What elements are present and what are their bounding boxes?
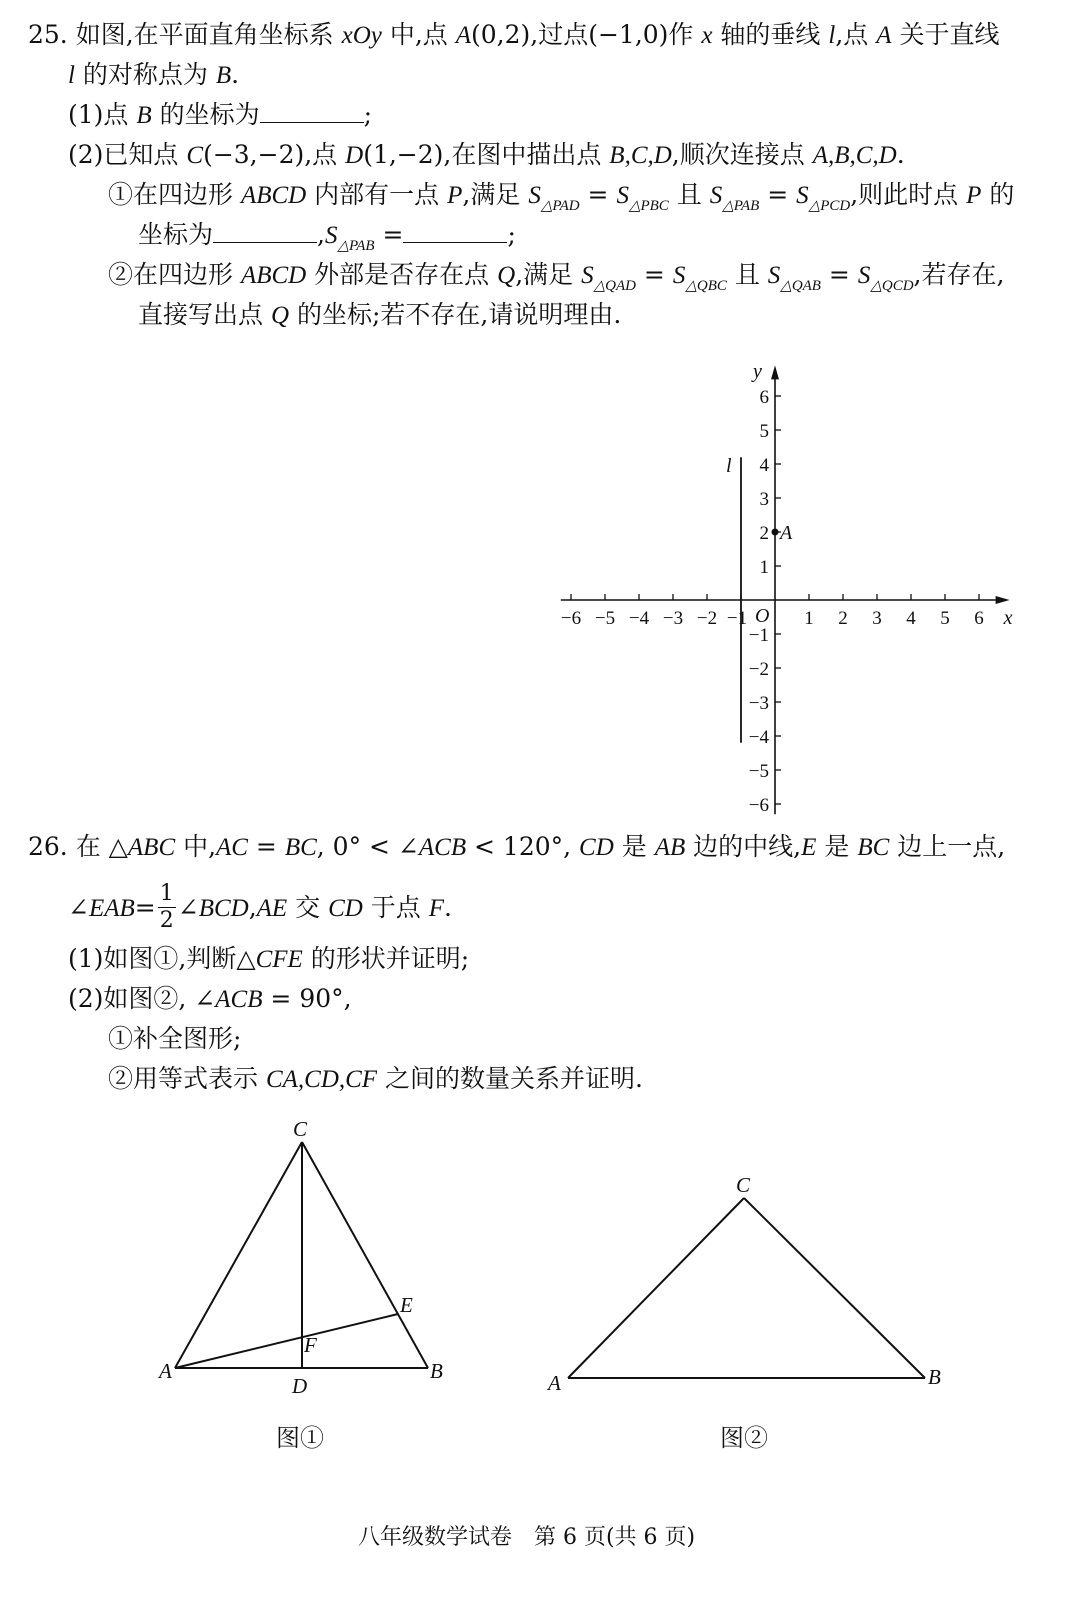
q25-text: (−3,−2),点 [203,140,346,169]
y-tick-label: 6 [759,387,769,408]
coordinate-plane [560,350,1040,830]
answer-blank[interactable] [403,220,507,243]
y-tick-label: −4 [748,727,769,748]
answer-blank[interactable] [260,100,364,123]
area-subscript: △PAD [540,198,580,214]
q25-var: ABCD [240,262,307,289]
x-tick-label: 6 [974,608,984,629]
area-symbol: S [581,262,594,289]
q26-var: CFE [255,946,303,973]
q26-text: 之间的数量关系并证明. [377,1064,643,1093]
area-subscript: △QBC [685,278,727,294]
figure-2 [540,1160,980,1400]
q26-text: ②用等式表示 [108,1064,266,1093]
q25-text: 的 [981,180,1015,209]
q26-var: BC [284,834,317,861]
area-subscript: △PAB [337,238,375,254]
q25-var: B,C,D [609,142,672,169]
q26-number: 26. [28,832,68,861]
q25-text: 且 [726,260,768,289]
q26-text: = [247,832,285,861]
q25-part2 [68,138,905,173]
area-subscript: △QAD [593,278,636,294]
q25-text: . [231,60,240,89]
q26-var: BCD [198,895,249,922]
q25-text: 直接写出点 [138,300,271,329]
y-tick-label: 5 [759,421,769,442]
q25-text: 中,点 [381,20,456,49]
q26-text: 中, [175,832,217,861]
q25-text: (1)点 [68,100,137,129]
q25-text: 坐标为 [138,220,214,249]
point-a-label: A [780,522,793,544]
q26-var: AE [256,895,288,922]
label-c: C [736,1173,751,1197]
q26-line2 [68,878,452,939]
q25-var: B [215,62,232,89]
q26-text: ∠ [177,893,199,922]
segment-cb [302,1142,428,1368]
x-tick-label: 4 [906,608,916,629]
q25-text: 外部是否存在点 [306,260,498,289]
q26-var: ABC [127,834,176,861]
y-tick-label: 2 [759,523,769,544]
q26-text: 于点 [362,893,429,922]
x-tick-label: −4 [628,608,650,629]
segment-ae [175,1314,398,1368]
y-tick-label: −6 [748,795,769,816]
q25-text: 如图,在平面直角坐标系 [75,20,342,49]
q25-var: A [876,22,892,49]
q25-line1 [28,18,999,53]
area-symbol: S [796,182,809,209]
q25-text: 的对称点为 [74,60,216,89]
q26-text: 的形状并证明; [302,944,470,973]
q26-text: < 120°, [466,832,580,861]
q26-sub1 [108,1022,241,1056]
q25-text: ,满足 [515,260,582,289]
label-a: A [548,1371,561,1395]
y-axis-label: y [753,360,762,383]
q26-text: . [444,893,452,922]
q25-var: x [701,22,713,49]
label-b: B [430,1359,443,1383]
q26-text: , 0° < ∠ [316,832,419,861]
q26-var: EAB [88,895,135,922]
q25-text: ,满足 [462,180,529,209]
area-subscript: △PCD [808,198,851,214]
q26-text: = [134,893,156,922]
q25-text: ; [507,220,516,249]
y-tick-label: 4 [759,455,769,476]
q25-text: = [635,260,673,289]
q25-text: ,顺次连接点 [671,140,813,169]
answer-blank[interactable] [213,220,317,243]
area-subscript: △QAB [780,278,821,294]
q25-text: ,则此时点 [850,180,967,209]
area-symbol: S [672,262,686,289]
x-tick-label: 1 [804,608,814,629]
q25-text: ②在四边形 [108,260,241,289]
q26-var: E [801,834,817,861]
q26-text: = 90°, [262,984,352,1013]
figure-1 [150,1110,470,1410]
q26-var: ACB [215,986,263,1013]
q25-sub2-line1 [108,258,1004,296]
area-subscript: △PBC [628,198,669,214]
area-symbol: S [616,182,629,209]
q26-var: AB [654,834,686,861]
x-tick-label: 3 [872,608,882,629]
q25-var: Q [270,302,290,329]
q26-var: F [428,895,445,922]
q25-var: P [447,182,463,209]
q25-text: , [317,220,325,249]
q26-var: BC [857,834,890,861]
fraction-numerator: 1 [159,881,174,906]
q25-var: l [828,22,836,49]
q25-text: ; [363,100,373,129]
q25-var: xOy [341,22,382,49]
q25-text: 内部有一点 [306,180,448,209]
area-symbol: S [324,222,338,249]
segment-cb [744,1198,925,1378]
x-tick-label: 2 [838,608,848,629]
y-tick-label: 3 [759,489,769,510]
q25-var: l [68,62,75,89]
q25-text: ,若存在, [913,260,1005,289]
q25-line2 [68,58,239,93]
q25-number: 25. [28,20,68,49]
y-tick-label: −3 [748,693,769,714]
q25-text: 的坐标为 [151,100,260,129]
label-c: C [293,1117,308,1141]
q25-text: = [374,220,404,249]
q26-text: (2)如图②, ∠ [68,984,216,1013]
area-symbol: S [767,262,781,289]
q25-text: 且 [668,180,710,209]
q26-var: AC [216,834,248,861]
x-tick-label: −5 [594,608,616,629]
q25-text: 关于直线 [891,20,1000,49]
page-footer: 八年级数学试卷 第 6 页(共 6 页) [358,1525,696,1550]
q25-var: D [345,142,364,169]
label-b: B [928,1365,941,1389]
segment-ac [568,1198,744,1378]
origin-label: O [755,605,770,627]
q25-text: = [759,180,797,209]
q25-text: (1,−2),在图中描出点 [363,140,610,169]
q25-var: C [186,142,204,169]
q26-text: 边的中线, [685,832,802,861]
q26-var: ACB [418,834,467,861]
fraction-one-half [158,881,176,934]
label-f: F [304,1333,317,1357]
q26-part2 [68,982,352,1017]
figure-1-caption: 图① [276,1424,324,1452]
q25-var: B [136,102,152,129]
area-symbol: S [709,182,723,209]
q26-part1 [68,942,469,977]
fraction-denominator: 2 [159,908,174,933]
y-tick-label: −1 [748,625,769,646]
q26-text: 是 [613,832,655,861]
y-tick-label: 1 [759,557,769,578]
q25-text: (0,2),过点(−1,0)作 [471,20,702,49]
label-a: A [159,1359,172,1383]
y-tick-label: −5 [748,761,769,782]
q26-line1 [28,830,1005,865]
area-symbol: S [857,262,871,289]
q26-var: CD [328,895,363,922]
q25-sub2-line2 [138,298,621,333]
q26-text: ①补全图形; [108,1024,242,1053]
q26-text: , [248,893,257,922]
point-a [772,529,779,536]
q26-text: 交 [287,893,329,922]
q25-text: = [579,180,617,209]
area-subscript: △QCD [870,278,914,294]
area-symbol: S [528,182,541,209]
q25-text: ①在四边形 [108,180,241,209]
q25-text: 的坐标;若不存在,请说明理由. [289,300,622,329]
x-axis-arrow [996,596,1010,604]
x-tick-label: −6 [560,608,582,629]
figure-2-caption: 图② [720,1424,768,1452]
q25-text: 轴的垂线 [712,20,829,49]
q25-var: P [966,182,982,209]
q26-sub2 [108,1062,643,1097]
q26-var: CA,CD,CF [265,1066,378,1093]
x-tick-label: 5 [940,608,950,629]
segment-ac [175,1142,302,1368]
q26-var: CD [579,834,614,861]
q26-text: ∠ [68,893,89,922]
q25-part1 [68,98,372,133]
q26-text: 边上一点, [889,832,1006,861]
y-tick-label: −2 [748,659,769,680]
line-l-label: l [726,455,732,477]
q25-text: . [896,140,905,169]
x-axis-label: x [1003,607,1013,629]
y-axis-arrow [771,365,779,379]
q26-text: 在 △ [75,832,128,861]
q25-var: A,B,C,D [812,142,897,169]
q25-text: ,点 [835,20,877,49]
q25-sub1-line2 [138,218,516,256]
q26-text: (1)如图①,判断△ [68,944,256,973]
q25-text: = [820,260,858,289]
x-tick-label: −2 [696,608,718,629]
label-e: E [400,1293,413,1317]
q25-var: ABCD [240,182,307,209]
q26-text: 是 [816,832,858,861]
q25-var: Q [497,262,516,289]
q25-var: A [455,22,471,49]
x-tick-label: −1 [726,608,748,629]
label-d: D [292,1374,308,1398]
area-subscript: △PAB [722,198,760,214]
q25-text: (2)已知点 [68,140,187,169]
q25-sub1-line1 [108,178,1014,216]
x-tick-label: −3 [662,608,684,629]
